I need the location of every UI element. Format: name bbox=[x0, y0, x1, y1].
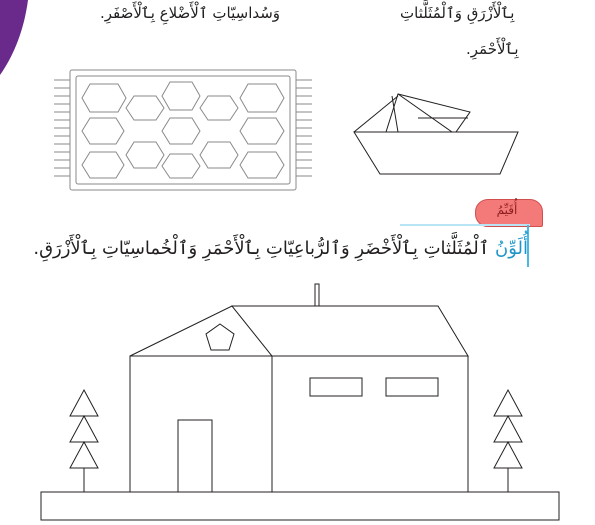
tree-left bbox=[70, 390, 98, 492]
instruction-body: ٱلْمُثَلَّثاتِ بِٱلْأَخْضَرِ وَٱلرُّباعِيّاتِ بِٱلْأَحْمَرِ وَٱلْخُماسِيّاتِ بِٱلْأَزْرَقِ. bbox=[33, 238, 495, 259]
door bbox=[178, 420, 212, 492]
rug-fringe-right bbox=[296, 80, 312, 176]
roof-right-quad bbox=[232, 306, 468, 356]
instruction-blue-triangles: بِٱلْأَزْرَقِ وَٱلْمُثَلَّثاتِ bbox=[400, 4, 515, 22]
rug-hexagons bbox=[82, 82, 284, 178]
rug-figure[interactable] bbox=[52, 68, 314, 194]
coloring-instruction bbox=[33, 238, 528, 259]
chimney bbox=[315, 284, 319, 306]
corner-decoration bbox=[0, 0, 40, 80]
tree-right bbox=[494, 390, 522, 492]
window-left bbox=[310, 378, 362, 396]
house-scene[interactable] bbox=[40, 282, 560, 522]
instruction-red: بِٱلْأَحْمَرِ. bbox=[466, 40, 519, 58]
window-right bbox=[386, 378, 438, 396]
instruction-keyword: أُلَوِّنُ bbox=[494, 238, 528, 259]
rug-fringe-left bbox=[54, 80, 70, 176]
instruction-yellow-hexagons: وَسُداسِيّاتِ ٱلْأَضْلاعِ بِٱلْأَصْفَرِ. bbox=[100, 4, 281, 22]
ground-rectangle bbox=[41, 492, 559, 520]
boat-figure[interactable] bbox=[352, 86, 522, 178]
assessment-tab-label: أُقَيِّمُ bbox=[496, 203, 518, 217]
highlight-line-horizontal bbox=[400, 224, 530, 226]
right-wall bbox=[272, 356, 468, 492]
